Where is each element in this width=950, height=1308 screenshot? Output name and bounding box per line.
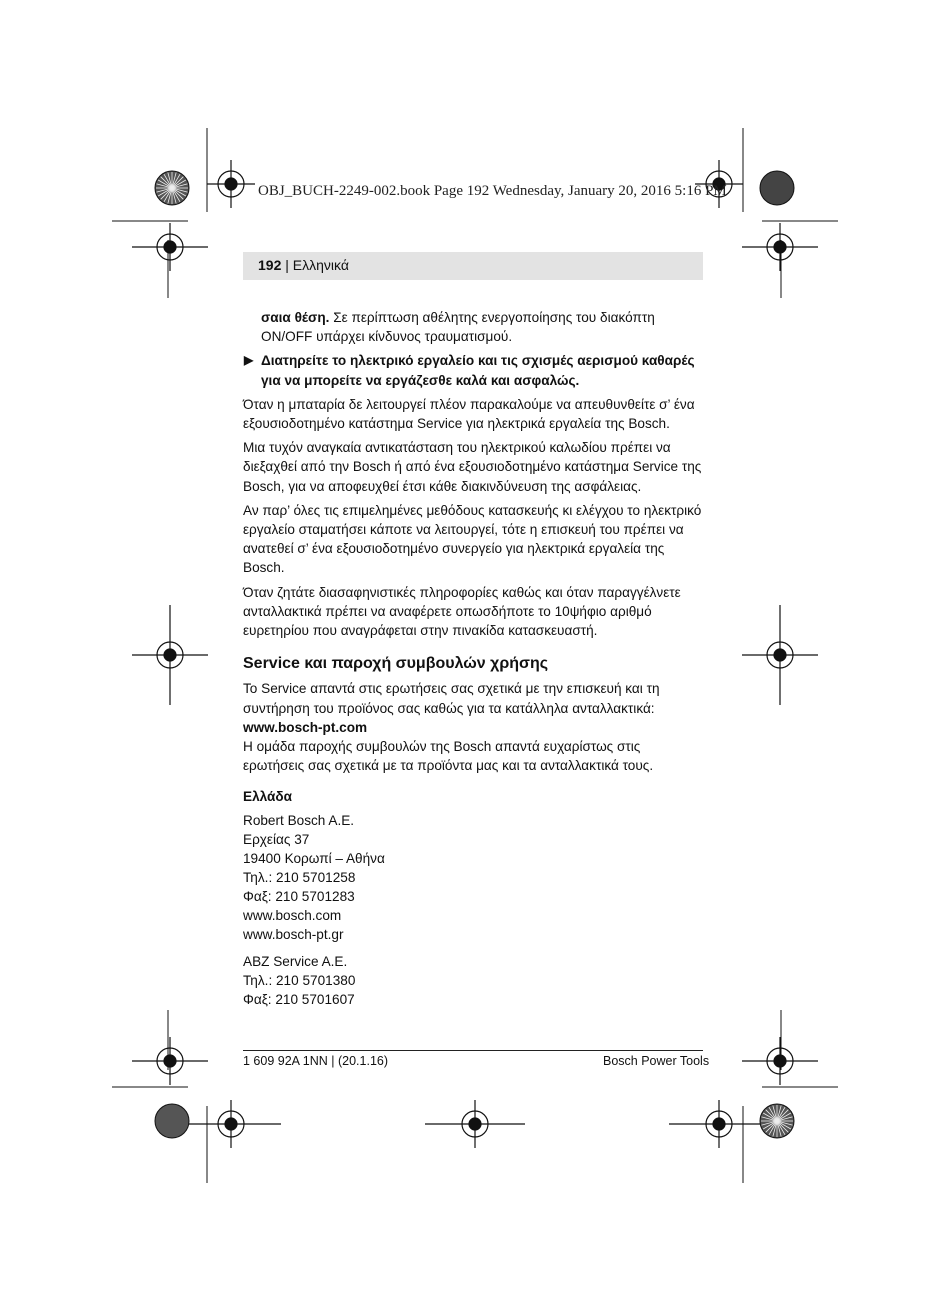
website-link[interactable]: www.bosch-pt.gr — [243, 926, 344, 942]
paragraph-service: Το Service απαντά στις ερωτήσεις σας σχετικά με την επισκευή και τη συντήρηση του προϊόνος σας καθώς για τα κατάλληλα ανταλλακτικά: — [243, 681, 660, 716]
bullet-text: Διατηρείτε το ηλεκτρικό εργαλείο και τις σχισμές αερισμού καθαρές για να μπορείτε να εργάζεσθε καλά και ασφαλώς. — [261, 353, 695, 388]
page-header — [258, 257, 349, 273]
address-line: Robert Bosch A.E. — [243, 812, 355, 828]
print-info-line: OBJ_BUCH-2249-002.book Page 192 Wednesday, January 20, 2016 5:16 PM — [258, 183, 727, 199]
continued-paragraph — [243, 308, 705, 346]
phone-line: Τηλ.: 210 5701258 — [243, 869, 356, 885]
paragraph-advice: Η ομάδα παροχής συμβουλών της Bosch απαντά ευχαρίστως στις ερωτήσεις σας σχετικά με τα προϊόντα μας και τα ανταλλακτικά τους. — [243, 739, 654, 774]
triangle-bullet-icon: ▶ — [244, 353, 254, 368]
footer-brand: Bosch Power Tools — [603, 1054, 710, 1068]
fax-line: Φαξ: 210 5701283 — [243, 888, 355, 904]
continued-bold: σαια θέση. — [261, 310, 330, 325]
address-block-1 — [243, 811, 705, 944]
address-line: ABZ Service A.E. — [243, 953, 348, 969]
address-line: 19400 Κορωπί – Αθήνα — [243, 850, 385, 866]
address-block-2 — [243, 952, 705, 1009]
page-number: 192 — [258, 257, 282, 273]
paragraph-repair: Αν παρ’ όλες τις επιμελημένες μεθόδους κατασκευής κι ελέγχου το ηλεκτρικό εργαλείο σταματήσει κάποτε να λειτουργεί, τότε η επισκευή του πρέπει να ανατεθεί σ’ ένα εξουσιοδοτημένο συνεργείο για ηλεκτρικά εργαλεία της Bosch. — [243, 502, 702, 576]
paragraph-cable: Μια τυχόν αναγκαία αντικατάσταση του ηλεκτρικού καλωδίου πρέπει να διεξαχθεί από την Bosch ή από ένα εξουσιοδοτημένο κατάστημα Service της Bosch, για να αποφευχθεί έτσι κάθε διακινδύνευση της ασφάλειας. — [243, 440, 702, 494]
page-content — [243, 308, 705, 1009]
phone-line: Τηλ.: 210 5701380 — [243, 972, 356, 988]
continued-text: Σε περίπτωση αθέλητης ενεργοποίησης του διακόπτη ON/OFF υπάρχει κίνδυνος τραυματισμού. — [261, 310, 655, 345]
footer-code: 1 609 92A 1NN | (20.1.16) — [243, 1054, 389, 1068]
footer-rule — [243, 1050, 703, 1051]
section-title: Service και παροχή συμβουλών χρήσης — [243, 655, 549, 673]
header-language: Ελληνικά — [292, 257, 349, 273]
website-link[interactable]: www.bosch.com — [243, 907, 342, 923]
header-separator: | — [281, 257, 293, 273]
address-line: Ερχείας 37 — [243, 831, 310, 847]
paragraph-part-number: Όταν ζητάτε διασαφηνιστικές πληροφορίες καθώς και όταν παραγγέλνετε ανταλλακτικά πρέπει να αναφέρετε οπωσδήποτε το 10ψήφιο αριθμό ευρετηρίου που αναγράφεται στην πινακίδα κατασκευαστή. — [243, 584, 681, 639]
service-url[interactable]: www.bosch-pt.com — [243, 719, 368, 735]
paragraph-battery: Όταν η μπαταρία δε λειτουργεί πλέον παρακαλούμε να απευθυνθείτε σ’ ένα εξουσιοδοτημένο κατάστημα Service για ηλεκτρικά εργαλεία της Bosch. — [243, 396, 695, 432]
bullet-item — [243, 351, 705, 389]
country-heading: Ελλάδα — [243, 789, 292, 805]
fax-line: Φαξ: 210 5701607 — [243, 991, 355, 1007]
